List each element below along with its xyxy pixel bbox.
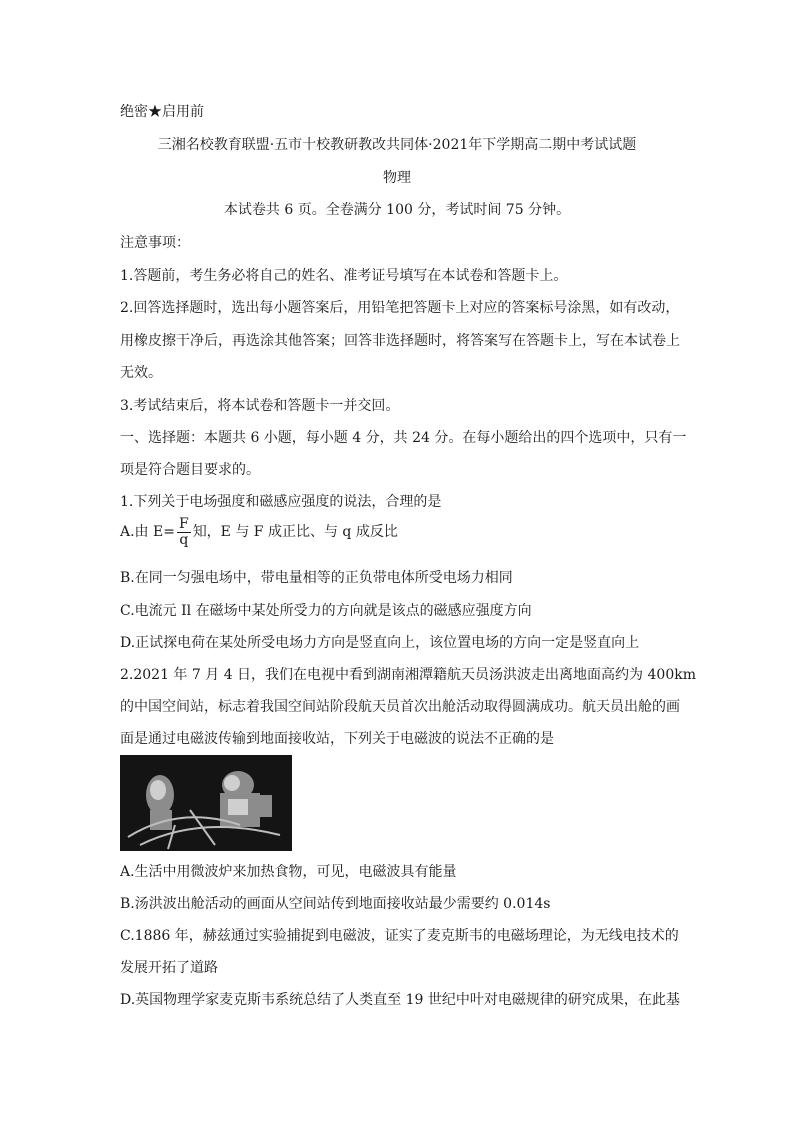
q2-option-c-line-2: 发展开拓了道路 xyxy=(120,960,218,976)
subject-title: 物理 xyxy=(383,170,411,186)
notice-heading: 注意事项： xyxy=(120,235,190,251)
q2-option-d-line-1: D.英国物理学家麦克斯韦系统总结了人类直至 19 世纪中叶对电磁规律的研究成果，在此基 xyxy=(120,992,680,1008)
q1-option-c: C.电流元 Il 在磁场中某处所受力的方向就是该点的磁感应强度方向 xyxy=(120,603,532,619)
fraction-numerator: F xyxy=(178,515,189,532)
q1-option-d: D.正试探电荷在某处所受电场力方向是竖直向上，该位置电场的方向一定是竖直向上 xyxy=(120,635,640,651)
secret-mark: 绝密★启用前 xyxy=(120,104,204,120)
q2-stem-line-2: 的中国空间站，标志着我国空间站阶段航天员首次出舱活动取得圆满成功。航天员出舱的画 xyxy=(120,699,680,715)
q1-stem: 1.下列关于电场强度和磁感应强度的说法，合理的是 xyxy=(120,494,442,510)
exam-info: 本试卷共 6 页。全卷满分 100 分，考试时间 75 分钟。 xyxy=(223,202,571,218)
notice-item-1: 1.答题前，考生务必将自己的姓名、准考证号填写在本试卷和答题卡上。 xyxy=(120,268,568,284)
q2-stem-line-3: 面是通过电磁波传输到地面接收站，下列关于电磁波的说法不正确的是 xyxy=(120,731,554,747)
q2-stem-line-1: 2.2021 年 7 月 4 日，我们在电视中看到湖南湘潭籍航天员汤洪波走出离地面高约为 400km xyxy=(120,667,696,683)
astronaut-illustration xyxy=(120,755,292,851)
q1-option-a-prefix: A.由 E= xyxy=(120,524,175,540)
notice-item-2-line-1: 2.回答选择题时，选出每小题答案后，用铅笔把答题卡上对应的答案标号涂黑，如有改动， xyxy=(120,300,680,316)
q2-option-c-line-1: C.1886 年，赫兹通过实验捕捉到电磁波，证实了麦克斯韦的电磁场理论，为无线电技术的 xyxy=(120,928,679,944)
q1-option-b: B.在同一匀强电场中，带电量相等的正负带电体所受电场力相同 xyxy=(120,570,513,586)
q2-option-a: A.生活中用微波炉来加热食物，可见，电磁波具有能量 xyxy=(120,864,457,880)
notice-item-2-line-2: 用橡皮擦干净后，再选涂其他答案；回答非选择题时，将答案写在答题卡上，写在本试卷上 xyxy=(120,333,680,349)
notice-item-3: 3.考试结束后，将本试卷和答题卡一并交回。 xyxy=(120,398,400,414)
notice-item-2-line-3: 无效。 xyxy=(120,365,162,381)
q1-option-a-suffix: 知，E 与 F 成正比、与 q 成反比 xyxy=(192,524,398,540)
exam-title: 三湘名校教育联盟·五市十校教研教改共同体·2021年下学期高二期中考试试题 xyxy=(157,137,637,153)
fraction-denominator: q xyxy=(179,531,189,548)
q1-option-a xyxy=(120,515,398,549)
section-intro-line-1: 一、选择题：本题共 6 小题，每小题 4 分，共 24 分。在每小题给出的四个选项中，只有一 xyxy=(120,430,687,446)
astronaut-spacewalk-photo xyxy=(120,755,292,851)
fraction-f-over-q xyxy=(177,517,191,548)
section-intro-line-2: 项是符合题目要求的。 xyxy=(120,462,260,478)
q2-option-b: B.汤洪波出舱活动的画面从空间站传到地面接收站最少需要约 0.014s xyxy=(120,896,551,912)
